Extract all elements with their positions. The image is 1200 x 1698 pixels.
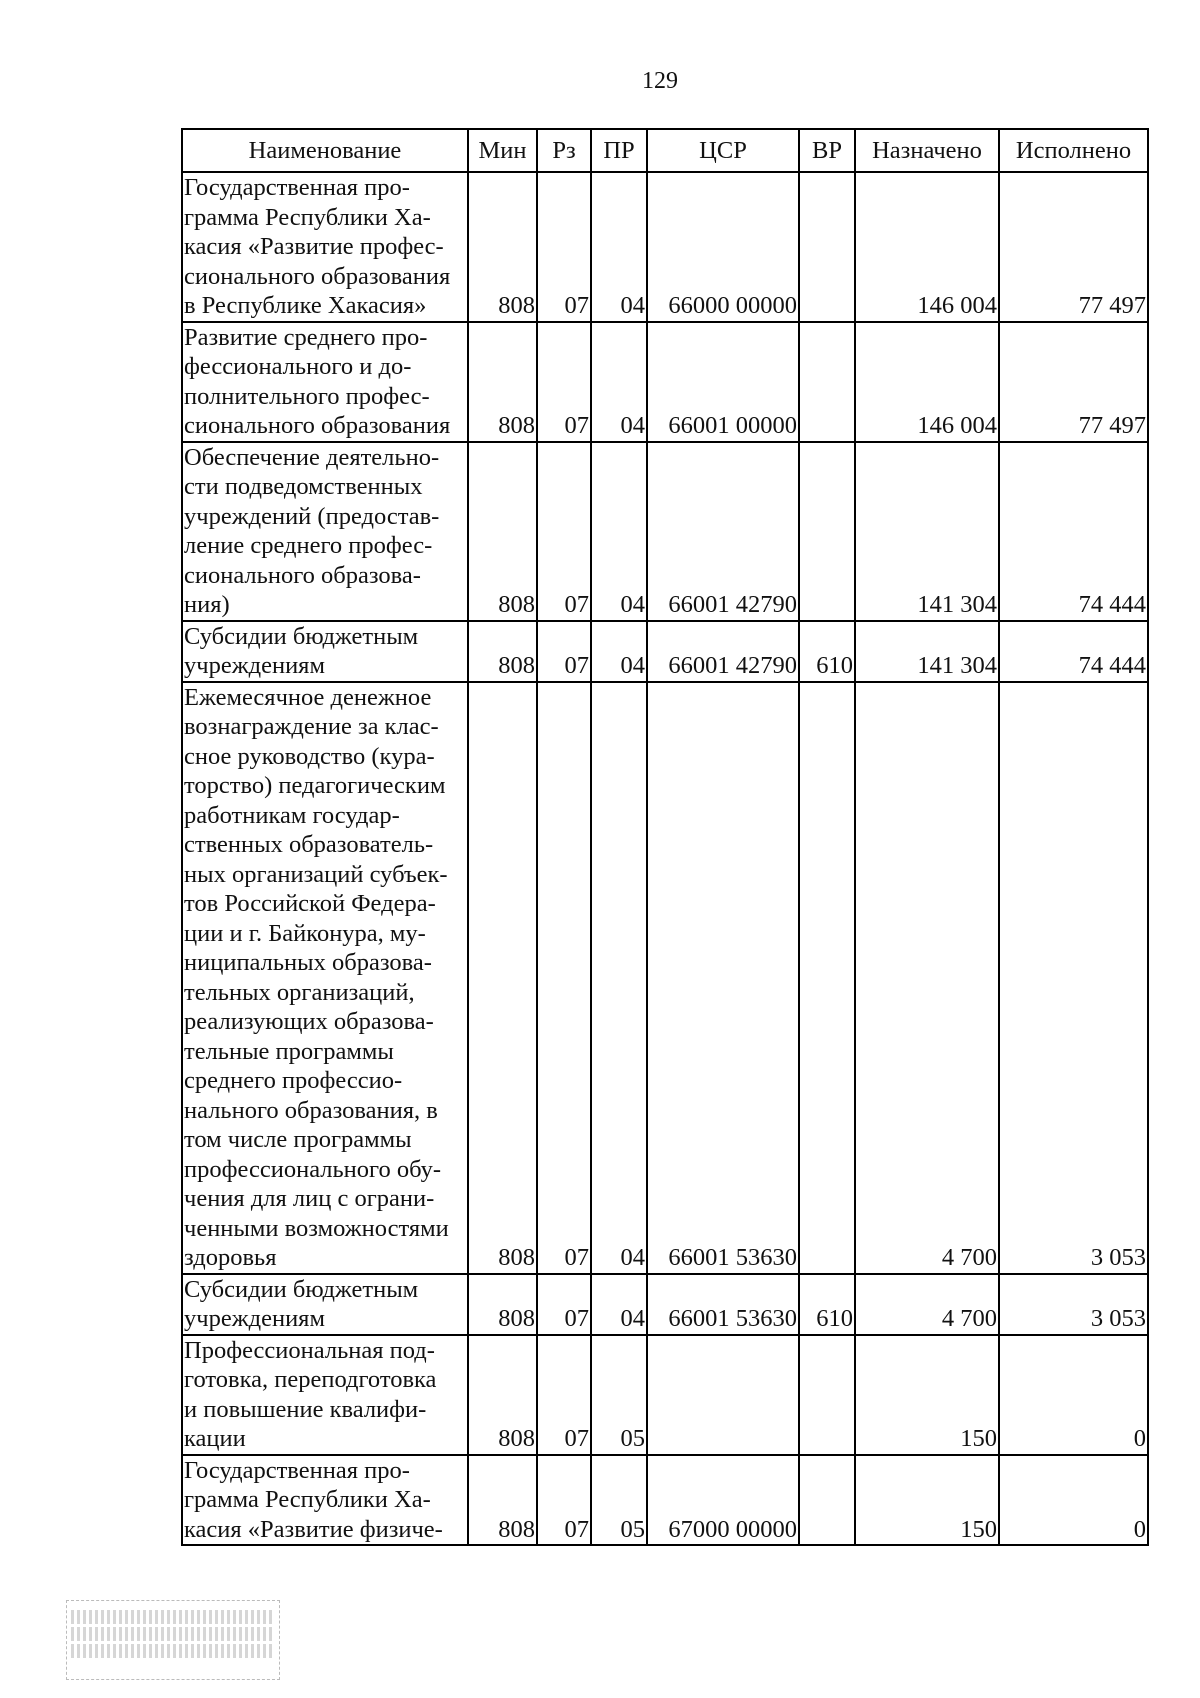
row-min: 808 [468, 442, 537, 621]
row-pr: 04 [591, 442, 647, 621]
row-vr [799, 442, 855, 621]
row-vr [799, 322, 855, 442]
row-name: Обеспечение деятельно- сти подведомственных учреждений (предостав- ление среднего профес- сионального образова- ния) [182, 442, 468, 621]
row-csr: 66001 42790 [647, 621, 799, 682]
row-csr: 66000 00000 [647, 172, 799, 322]
row-rz: 07 [537, 442, 591, 621]
row-executed: 0 [999, 1455, 1148, 1546]
row-name: Субсидии бюджетным учреждениям [182, 1274, 468, 1335]
table-row [182, 682, 1148, 1274]
row-csr: 66001 00000 [647, 322, 799, 442]
row-vr: 610 [799, 621, 855, 682]
row-executed: 74 444 [999, 442, 1148, 621]
row-vr: 610 [799, 1274, 855, 1335]
header-rz: Рз [537, 129, 591, 172]
row-executed: 77 497 [999, 172, 1148, 322]
row-assigned: 4 700 [855, 682, 999, 1274]
header-min: Мин [468, 129, 537, 172]
row-assigned: 141 304 [855, 442, 999, 621]
row-csr: 66001 53630 [647, 682, 799, 1274]
page-number: 129 [642, 68, 678, 94]
table-header-row [182, 129, 1148, 172]
row-name: Субсидии бюджетным учреждениям [182, 621, 468, 682]
row-assigned: 150 [855, 1335, 999, 1455]
table-row [182, 1335, 1148, 1455]
row-name: Государственная про- грамма Республики Ха- касия «Развитие профес- сионального образования в Республике Хакасия» [182, 172, 468, 322]
row-rz: 07 [537, 1274, 591, 1335]
stamp-line [71, 1627, 275, 1641]
row-executed: 0 [999, 1335, 1148, 1455]
row-executed: 3 053 [999, 682, 1148, 1274]
row-min: 808 [468, 621, 537, 682]
row-assigned: 4 700 [855, 1274, 999, 1335]
row-vr [799, 682, 855, 1274]
row-vr [799, 1335, 855, 1455]
header-name: Наименование [182, 129, 468, 172]
stamp-line [71, 1610, 275, 1624]
header-vr: ВР [799, 129, 855, 172]
header-pr: ПР [591, 129, 647, 172]
row-csr [647, 1335, 799, 1455]
row-vr [799, 1455, 855, 1546]
row-vr [799, 172, 855, 322]
row-pr: 05 [591, 1335, 647, 1455]
table-row [182, 621, 1148, 682]
table-row [182, 172, 1148, 322]
row-assigned: 146 004 [855, 322, 999, 442]
stamp-line [71, 1644, 275, 1658]
table-row [182, 442, 1148, 621]
row-rz: 07 [537, 322, 591, 442]
row-pr: 04 [591, 682, 647, 1274]
row-assigned: 146 004 [855, 172, 999, 322]
row-pr: 05 [591, 1455, 647, 1546]
row-min: 808 [468, 322, 537, 442]
table-row [182, 322, 1148, 442]
row-pr: 04 [591, 1274, 647, 1335]
header-assigned: Назначено [855, 129, 999, 172]
row-min: 808 [468, 682, 537, 1274]
row-executed: 74 444 [999, 621, 1148, 682]
row-name: Развитие среднего про- фессионального и до- полнительного профес- сионального образования [182, 322, 468, 442]
row-rz: 07 [537, 1455, 591, 1546]
row-pr: 04 [591, 172, 647, 322]
faded-stamp [66, 1600, 280, 1680]
row-csr: 67000 00000 [647, 1455, 799, 1546]
row-assigned: 150 [855, 1455, 999, 1546]
row-rz: 07 [537, 172, 591, 322]
budget-table [181, 128, 1149, 1546]
row-rz: 07 [537, 1335, 591, 1455]
row-executed: 77 497 [999, 322, 1148, 442]
row-rz: 07 [537, 682, 591, 1274]
table-row [182, 1455, 1148, 1546]
header-csr: ЦСР [647, 129, 799, 172]
row-name: Ежемесячное денежное вознаграждение за клас- сное руководство (кура- торство) педагогическим работникам государ- ственных образователь- ных организаций субъек- тов Российской Федера- ции и г. Байконура, му- ниципальных образова- тельных организаций, реализующих образова- тельные программы среднего профессио- нального образования, в том числе программы профессионального обу- чения для лиц с ограни- ченными возможностями здоровья [182, 682, 468, 1274]
table-row [182, 1274, 1148, 1335]
row-assigned: 141 304 [855, 621, 999, 682]
row-min: 808 [468, 1455, 537, 1546]
row-min: 808 [468, 1274, 537, 1335]
row-pr: 04 [591, 621, 647, 682]
row-rz: 07 [537, 621, 591, 682]
row-name: Государственная про- грамма Республики Ха- касия «Развитие физиче- [182, 1455, 468, 1546]
row-name: Профессиональная под- готовка, переподготовка и повышение квалифи- кации [182, 1335, 468, 1455]
row-csr: 66001 53630 [647, 1274, 799, 1335]
row-pr: 04 [591, 322, 647, 442]
row-min: 808 [468, 1335, 537, 1455]
row-executed: 3 053 [999, 1274, 1148, 1335]
header-executed: Исполнено [999, 129, 1148, 172]
row-min: 808 [468, 172, 537, 322]
row-csr: 66001 42790 [647, 442, 799, 621]
